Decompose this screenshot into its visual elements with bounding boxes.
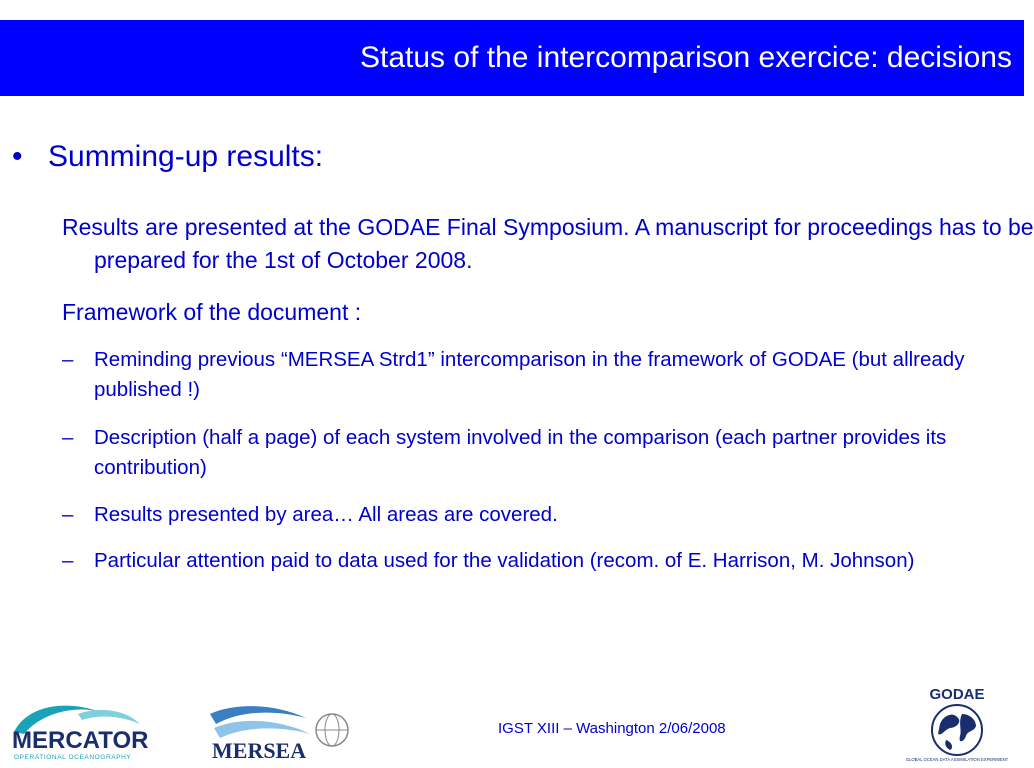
- mercator-logo: [8, 696, 192, 762]
- title-bar: [0, 20, 1024, 96]
- list-item: [62, 546, 1002, 576]
- paragraph-framework: Framework of the document :: [62, 299, 362, 325]
- mersea-wave-light-icon: [214, 721, 310, 738]
- godae-tagline: GLOBAL OCEAN DATA ASSIMILATION EXPERIMENT: [905, 757, 1009, 762]
- list-item: [62, 423, 1002, 483]
- list-item-text: Description (half a page) of each system involved in the comparison (each partner provides its contribution): [94, 426, 947, 479]
- list-item-text: Reminding previous “MERSEA Strd1” intercomparison in the framework of GODAE (but allready published !): [94, 348, 965, 401]
- mercator-name: MERCATOR: [12, 727, 149, 754]
- list-item: [62, 345, 1002, 405]
- dash-icon: –: [62, 348, 74, 371]
- dash-icon: –: [62, 503, 74, 526]
- main-bullet-text: Summing-up results:: [48, 140, 324, 173]
- bullet-icon: •: [12, 140, 23, 173]
- dash-icon: –: [62, 549, 74, 572]
- mersea-logo: [206, 702, 354, 764]
- mersea-name: MERSEA: [212, 738, 307, 763]
- godae-name: GODAE: [929, 686, 985, 703]
- mercator-wave-accent-icon: [78, 710, 140, 724]
- mercator-tagline: OPERATIONAL OCEANOGRAPHY: [14, 754, 132, 761]
- dash-icon: –: [62, 426, 74, 449]
- list-item-text: Particular attention paid to data used for the validation (recom. of E. Harrison, M. Johnson): [94, 549, 915, 572]
- godae-logo: [905, 684, 1009, 766]
- paragraph-results: Results are presented at the GODAE Final Symposium. A manuscript for proceedings has to be prepared for the 1st of October 2008.: [62, 214, 1034, 273]
- main-bullet: [12, 140, 323, 174]
- list-item: [62, 500, 1002, 530]
- slide-title: Status of the intercomparison exercice: decisions: [360, 41, 1012, 74]
- footer-text: IGST XIII – Washington 2/06/2008: [498, 720, 726, 737]
- list-item-text: Results presented by area… All areas are covered.: [94, 503, 558, 526]
